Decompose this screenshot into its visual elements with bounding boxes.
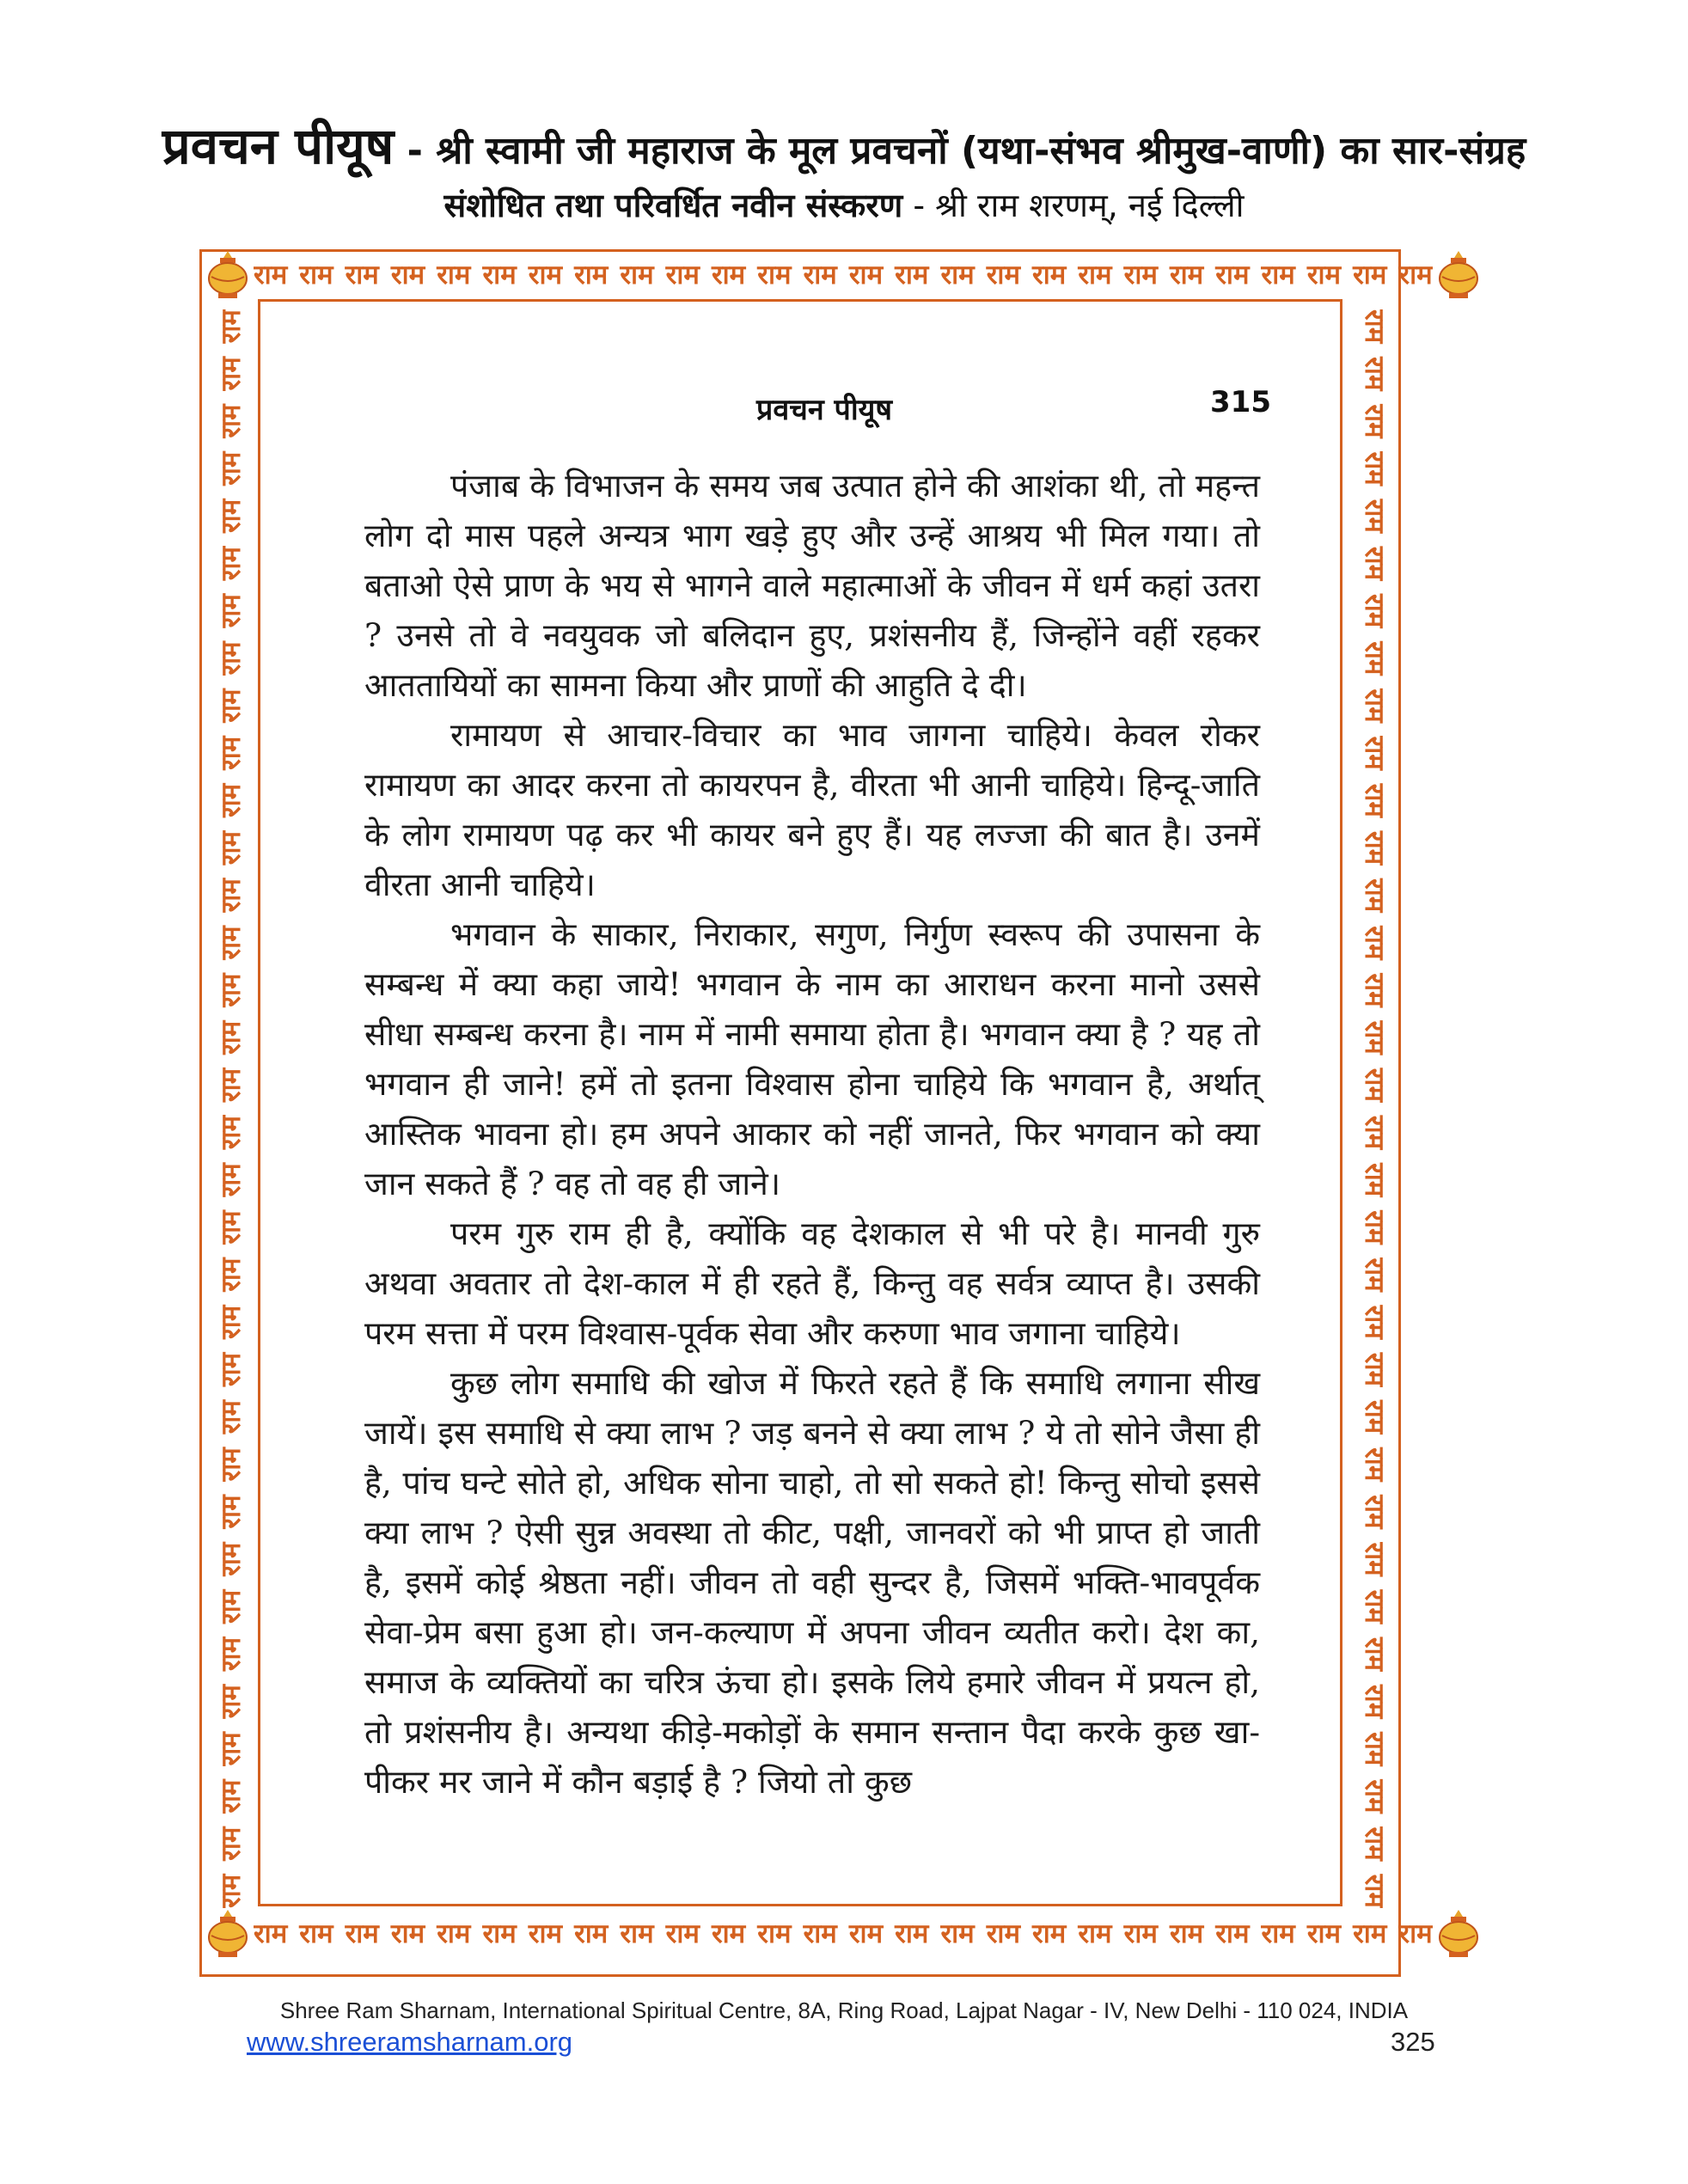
ram-border-word: राम bbox=[1359, 1589, 1390, 1624]
ram-border-word: राम bbox=[1215, 1918, 1250, 1949]
ram-border-word: राम bbox=[574, 260, 609, 291]
ram-border-word: राम bbox=[216, 1305, 247, 1339]
ram-border-right bbox=[1349, 309, 1401, 1908]
ram-border-word: राम bbox=[1359, 1684, 1390, 1719]
ram-border-word: राम bbox=[940, 260, 975, 291]
ram-border-word: राम bbox=[1398, 1918, 1433, 1949]
paragraph: परम गुरु राम ही है, क्योंकि वह देशकाल से भी परे है। मानवी गुरु अथवा अवतार तो देश-काल में ही रहते हैं, किन्तु वह सर्वत्र व्याप्त है। उसकी परम सत्ता में परम विश्वास-पूर्वक सेवा और करुणा भाव जगाना चाहिये। bbox=[364, 1214, 1260, 1352]
ram-border-word: राम bbox=[1359, 1399, 1390, 1435]
ram-border-word: राम bbox=[390, 260, 425, 291]
ram-border-word: राम bbox=[1359, 688, 1390, 723]
ram-border-word: राम bbox=[1359, 736, 1390, 770]
paragraph: कुछ लोग समाधि की खोज में फिरते रहते हैं कि समाधि लगाना सीख जायें। इस समाधि से क्या लाभ ? जड़ बनने से क्या लाभ ? ये तो सोने जैसा ही है, पांच घन्टे सोते हो, अधिक सोना चाहो, तो सो सकते हो! किन्तु सोचो इससे क्या लाभ ? ऐसी सुन्न अवस्था तो कीट, पक्षी, जानवरों को भी प्राप्त हो जाती है, इसमें कोई श्रेष्ठता नहीं। जीवन तो वही सुन्दर है, जिसमें भक्ति-भावपूर्वक सेवा-प्रेम बसा हुआ हो। जन-कल्याण में अपना जीवन व्यतीत करो। देश का, समाज के व्यक्तियों का चरित्र ऊंचा हो। इसके लिये हमारे जीवन में प्रयत्न हो, तो प्रशंसनीय है। अन्यथा कीड़े-मकोड़ों के समान सन्तान पैदा करके कुछ खा-पीकर मर जाने में कौन बड़ाई है ? जियो तो कुछ bbox=[364, 1364, 1260, 1801]
ram-border-word: राम bbox=[254, 1918, 288, 1949]
ram-border-word: राम bbox=[1359, 973, 1390, 1007]
kalash-icon bbox=[1434, 248, 1483, 301]
ram-border-word: राम bbox=[1306, 1918, 1342, 1949]
ram-border-word: राम bbox=[1359, 1447, 1390, 1482]
ram-border-word: राम bbox=[1169, 1918, 1204, 1949]
ram-border-word: राम bbox=[390, 1918, 425, 1949]
ram-border-word: राम bbox=[482, 260, 517, 291]
ram-border-word: राम bbox=[1359, 1115, 1390, 1150]
kalash-icon bbox=[1434, 1906, 1483, 1960]
ram-border-word: राम bbox=[216, 973, 247, 1007]
ram-border-word: राम bbox=[216, 451, 247, 486]
ram-border-word: राम bbox=[216, 1352, 247, 1387]
ram-border-word: राम bbox=[895, 1918, 929, 1949]
running-head: प्रवचन पीयूष bbox=[756, 393, 893, 427]
ram-border-word: राम bbox=[1359, 1732, 1390, 1766]
ram-border-word: राम bbox=[216, 1116, 247, 1150]
ram-border-word: राम bbox=[986, 260, 1020, 291]
ram-border-word: राम bbox=[757, 1918, 792, 1949]
subtitle: - श्री स्वामी जी महाराज के मूल प्रवचनों (यथा-संभव श्रीमुख-वाणी) का सार-संग्रह bbox=[407, 129, 1526, 173]
ram-border-word: राम bbox=[1359, 783, 1390, 817]
ram-border-word: राम bbox=[757, 260, 792, 291]
ram-border-word: राम bbox=[940, 1918, 975, 1949]
ram-border-word: राम bbox=[216, 1068, 247, 1103]
ram-border-word: राम bbox=[216, 1732, 247, 1766]
ram-border-word: राम bbox=[1078, 260, 1112, 291]
ram-border-word: राम bbox=[216, 1542, 247, 1576]
ram-border-word: राम bbox=[1359, 357, 1390, 391]
ram-border-word: राम bbox=[1359, 1826, 1390, 1861]
ram-border-word: राम bbox=[1123, 1918, 1158, 1949]
ram-border-word: राम bbox=[574, 1918, 609, 1949]
ram-border-word: राम bbox=[620, 1918, 654, 1949]
ram-border-word: राम bbox=[1359, 830, 1390, 866]
ram-border-word: राम bbox=[437, 260, 471, 291]
ram-border-word: राम bbox=[216, 641, 247, 676]
edition-line bbox=[0, 182, 1688, 227]
ram-border-top bbox=[254, 251, 1433, 297]
footer-address: Shree Ram Sharnam, International Spiritual Centre, 8A, Ring Road, Lajpat Nagar - IV, New Delhi - 110 024, INDIA bbox=[279, 1997, 1409, 2023]
ram-border-word: राम bbox=[216, 1257, 247, 1292]
ram-border-word: राम bbox=[986, 1918, 1020, 1949]
body-text bbox=[364, 461, 1260, 1807]
ram-border-word: राम bbox=[216, 926, 247, 960]
ram-border-word: राम bbox=[1359, 594, 1390, 628]
ram-border-word: राम bbox=[1359, 404, 1390, 438]
ram-border-word: राम bbox=[1359, 1495, 1390, 1529]
kalash-icon bbox=[203, 248, 253, 301]
ram-border-word: राम bbox=[1261, 260, 1295, 291]
ram-border-word: राम bbox=[1032, 260, 1067, 291]
ram-border-word: राम bbox=[1359, 1542, 1390, 1576]
ram-border-word: राम bbox=[216, 1636, 247, 1672]
ram-border-word: राम bbox=[528, 1918, 563, 1949]
ram-border-word: राम bbox=[1169, 260, 1204, 291]
ram-border-word: राम bbox=[1359, 546, 1390, 581]
ram-border-left bbox=[205, 309, 256, 1908]
ram-border-word: राम bbox=[216, 1163, 247, 1197]
ram-border-word: राम bbox=[216, 594, 247, 628]
ram-border-word: राम bbox=[1359, 1636, 1390, 1672]
ram-border-word: राम bbox=[1359, 1874, 1390, 1908]
ram-border-word: राम bbox=[1359, 1305, 1390, 1339]
ram-border-word: राम bbox=[620, 260, 654, 291]
website-link[interactable]: www.shreeramsharnam.org bbox=[247, 2027, 573, 2057]
ram-border-word: राम bbox=[1359, 451, 1390, 486]
ram-border-word: राम bbox=[665, 1918, 700, 1949]
ram-border-word: राम bbox=[1261, 1918, 1295, 1949]
page-number: 325 bbox=[1391, 2027, 1435, 2057]
ram-border-word: राम bbox=[1359, 1068, 1390, 1102]
ram-border-bottom bbox=[254, 1910, 1433, 1956]
ram-border-word: राम bbox=[1353, 1918, 1387, 1949]
ram-border-word: राम bbox=[216, 1447, 247, 1482]
ram-border-word: राम bbox=[216, 878, 247, 913]
ram-border-word: राम bbox=[665, 260, 700, 291]
ram-border-word: राम bbox=[1359, 641, 1390, 676]
paragraph: भगवान के साकार, निराकार, सगुण, निर्गुण स्वरूप की उपासना के सम्बन्ध में क्या कहा जाये! भगवान के नाम का आराधन करना मानो उससे सीधा सम्बन्ध करना है। नाम में नामी समाया होता है। भगवान क्या है ? यह तो भगवान ही जाने! हमें तो इतना विश्वास होना चाहिये कि भगवान है, अर्थात् आस्तिक भावना हो। हम अपने आकार को नहीं जानते, फिर भगवान को क्या जान सकते हैं ? वह तो वह ही जाने। bbox=[364, 915, 1260, 1202]
document-title bbox=[0, 110, 1688, 178]
ram-border-word: राम bbox=[1123, 260, 1158, 291]
ram-border-word: राम bbox=[299, 1918, 333, 1949]
ram-border-word: राम bbox=[345, 260, 379, 291]
ram-border-word: राम bbox=[848, 1918, 884, 1949]
ram-border-word: राम bbox=[216, 1020, 247, 1055]
ram-border-word: राम bbox=[1359, 309, 1390, 344]
ram-border-word: राम bbox=[1359, 1163, 1390, 1197]
ram-border-word: राम bbox=[345, 1918, 379, 1949]
ram-border-word: राम bbox=[216, 736, 247, 770]
ram-border-word: राम bbox=[1359, 1352, 1390, 1387]
ram-border-word: राम bbox=[216, 499, 247, 534]
inner-page-number: 315 bbox=[1210, 385, 1271, 419]
ram-border-word: राम bbox=[216, 1589, 247, 1624]
ram-border-word: राम bbox=[216, 1779, 247, 1814]
ram-border-word: राम bbox=[254, 260, 288, 291]
ram-border-word: राम bbox=[216, 688, 247, 723]
ram-border-word: राम bbox=[437, 1918, 471, 1949]
ram-border-word: राम bbox=[216, 1874, 247, 1908]
ram-border-word: राम bbox=[803, 260, 837, 291]
ram-border-word: राम bbox=[216, 404, 247, 438]
ram-border-word: राम bbox=[216, 1826, 247, 1861]
ram-border-word: राम bbox=[1078, 1918, 1112, 1949]
ram-border-word: राम bbox=[1398, 260, 1433, 291]
ram-border-word: राम bbox=[1359, 1257, 1390, 1292]
ram-border-word: राम bbox=[1306, 260, 1342, 291]
ram-border-word: राम bbox=[216, 1495, 247, 1529]
ram-border-word: राम bbox=[1359, 1779, 1390, 1814]
ram-border-word: राम bbox=[711, 1918, 746, 1949]
ram-border-word: राम bbox=[895, 260, 929, 291]
ram-border-word: राम bbox=[1032, 1918, 1067, 1949]
ram-border-word: राम bbox=[482, 1918, 517, 1949]
ram-border-word: राम bbox=[216, 546, 247, 581]
ram-border-word: राम bbox=[1215, 260, 1250, 291]
paragraph: रामायण से आचार-विचार का भाव जागना चाहिये। केवल रोकर रामायण का आदर करना तो कायरपन है, वीरता भी आनी चाहिये। हिन्दू-जाति के लोग रामायण पढ़ कर भी कायर बने हुए हैं। यह लज्जा की बात है। उनमें वीरता आनी चाहिये। bbox=[364, 716, 1260, 903]
ram-border-word: राम bbox=[848, 260, 884, 291]
ram-border-word: राम bbox=[1359, 1210, 1390, 1245]
publisher: - श्री राम शरणम्, नई दिल्ली bbox=[913, 187, 1245, 224]
ram-border-word: राम bbox=[1359, 926, 1390, 960]
ram-border-word: राम bbox=[216, 1685, 247, 1719]
ram-border-word: राम bbox=[216, 309, 247, 344]
ram-border-word: राम bbox=[299, 260, 333, 291]
ram-border-word: राम bbox=[1359, 878, 1390, 913]
ram-border-word: राम bbox=[711, 260, 746, 291]
kalash-icon bbox=[203, 1906, 253, 1960]
ram-border-word: राम bbox=[216, 1400, 247, 1435]
ram-border-word: राम bbox=[1353, 260, 1387, 291]
ram-border-word: राम bbox=[528, 260, 563, 291]
ram-border-word: राम bbox=[216, 830, 247, 866]
title: प्रवचन पीयूष bbox=[162, 117, 394, 175]
ram-border-word: राम bbox=[1359, 499, 1390, 533]
ram-border-word: राम bbox=[216, 357, 247, 391]
ram-border-word: राम bbox=[803, 1918, 837, 1949]
edition: संशोधित तथा परिवर्धित नवीन संस्करण bbox=[443, 187, 903, 224]
ram-border-word: राम bbox=[216, 1210, 247, 1245]
ram-border-word: राम bbox=[1359, 1020, 1390, 1055]
paragraph: पंजाब के विभाजन के समय जब उत्पात होने की आशंका थी, तो महन्त लोग दो मास पहले अन्यत्र भाग खड़े हुए और उन्हें आश्रय भी मिल गया। तो बताओ ऐसे प्राण के भय से भागने वाले महात्माओं के जीवन में धर्म कहां उतरा ? उनसे तो वे नवयुवक जो बलिदान हुए, प्रशंसनीय हैं, जिन्होंने वहीं रहकर आततायियों का सामना किया और प्राणों की आहुति दे दी। bbox=[364, 467, 1260, 704]
ram-border-word: राम bbox=[216, 783, 247, 818]
